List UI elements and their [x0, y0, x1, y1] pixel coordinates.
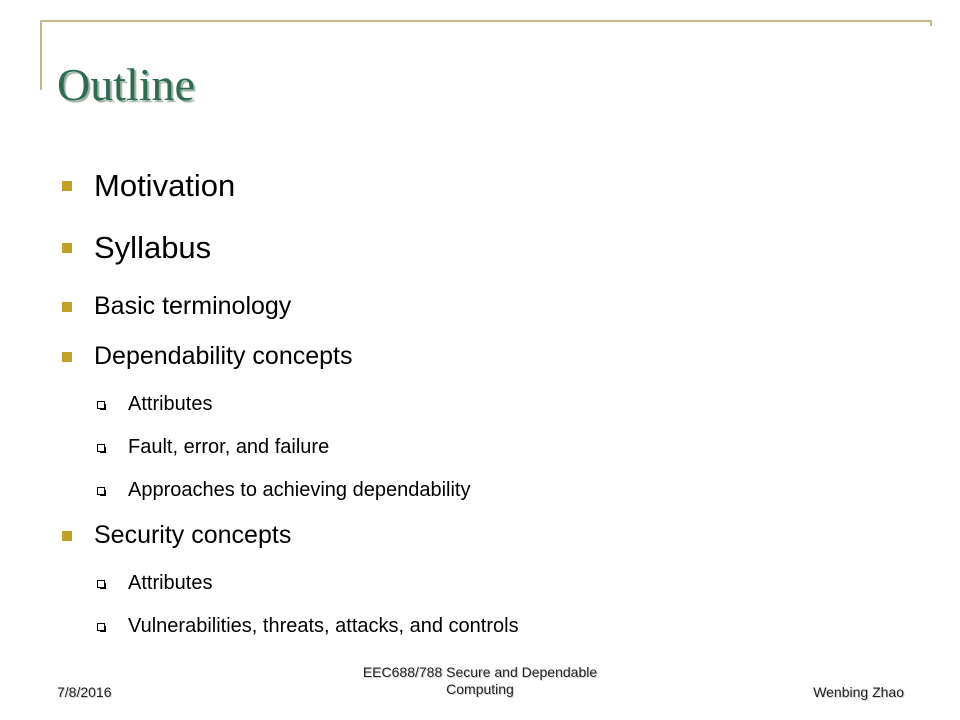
sub-bullet-item — [58, 437, 329, 457]
bullet-hollow-square-icon — [97, 401, 105, 409]
bullet-text: Dependability concepts — [94, 342, 353, 370]
bullet-text: Approaches to achieving dependability — [128, 479, 471, 501]
sub-bullet-item — [58, 573, 212, 593]
bullet-text: Security concepts — [94, 521, 292, 549]
bullet-item — [58, 344, 353, 369]
bullet-text: Motivation — [94, 168, 236, 203]
bullet-item — [58, 294, 291, 319]
bullet-item — [58, 523, 291, 548]
bullet-text: Syllabus — [94, 230, 212, 265]
bullet-text: Basic terminology — [94, 292, 292, 320]
bullet-text: Vulnerabilities, threats, attacks, and controls — [128, 615, 519, 637]
bullet-text: Attributes — [128, 572, 213, 594]
bullet-hollow-square-icon — [97, 487, 105, 495]
bullet-square-icon — [62, 352, 72, 362]
frame-left-line — [40, 20, 42, 90]
bullet-square-icon — [62, 181, 72, 191]
frame-top-line — [40, 20, 932, 22]
bullet-hollow-square-icon — [97, 580, 105, 588]
bullet-item — [58, 232, 211, 263]
frame-right-tick — [930, 20, 932, 26]
sub-bullet-item — [58, 616, 519, 636]
footer-course: EEC688/788 Secure and Dependable Computing — [362, 664, 598, 697]
bullet-square-icon — [62, 302, 72, 312]
bullet-hollow-square-icon — [97, 623, 105, 631]
footer-date: 7/8/2016 — [57, 684, 112, 700]
slide-title: Outline — [57, 59, 195, 110]
bullet-item — [58, 170, 235, 201]
bullet-text: Fault, error, and failure — [128, 436, 330, 458]
bullet-square-icon — [62, 243, 72, 253]
sub-bullet-item — [58, 480, 470, 500]
sub-bullet-item — [58, 394, 212, 414]
slide-footer — [0, 662, 960, 702]
bullet-square-icon — [62, 531, 72, 541]
bullet-text: Attributes — [128, 393, 213, 415]
footer-author: Wenbing Zhao — [813, 684, 904, 700]
bullet-hollow-square-icon — [97, 444, 105, 452]
